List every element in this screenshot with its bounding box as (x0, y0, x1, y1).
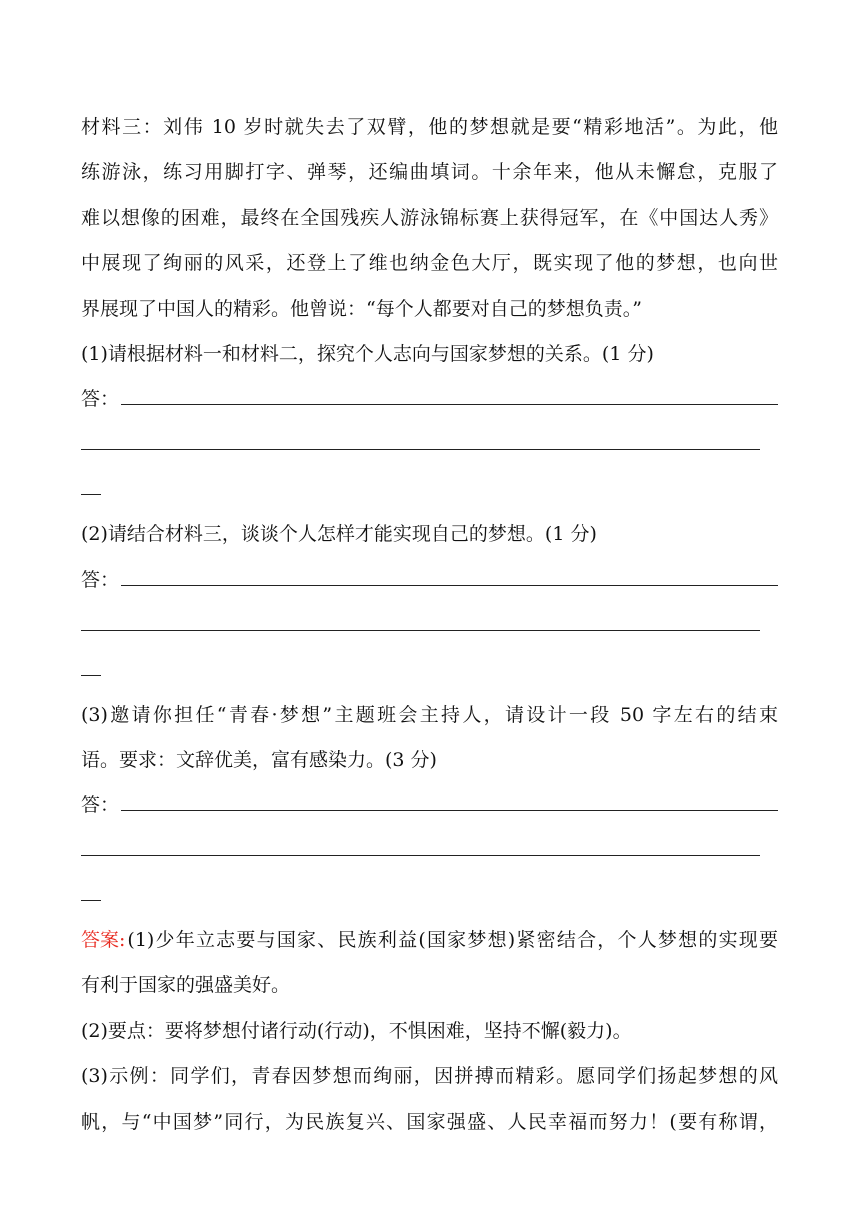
answer-line-1c (81, 494, 101, 495)
answer-3-line-1: (3)示例：同学们，青春因梦想而绚丽，因拼搏而精彩。愿同学们扬起梦想的风 (81, 1065, 778, 1087)
answer-1-line-2: 有利于国家的强盛美好。 (81, 974, 291, 996)
answer-1-line-1 (81, 925, 778, 952)
answer-2: (2)要点：要将梦想付诸行动(行动)，不惧困难，坚持不懈(毅力)。 (81, 1020, 632, 1042)
material3-line-5: 界展现了中国人的精彩。他曾说：“每个人都要对自己的梦想负责。” (81, 298, 642, 320)
answer-1-text: (1)少年立志要与国家、民族利益(国家梦想)紧密结合，个人梦想的实现要 (127, 929, 778, 951)
question-1: (1)请根据材料一和材料二，探究个人志向与国家梦想的关系。(1 分) (81, 343, 654, 365)
material3-line-2: 练游泳，练习用脚打字、弹琴，还编曲填词。十余年来，他从未懈怠，克服了 (81, 161, 778, 183)
answer-key-label: 答案: (81, 929, 126, 951)
answer-label-3: 答： (81, 794, 120, 816)
answer-line-3b[interactable] (81, 855, 760, 856)
answer-3-line-2: 帆，与“中国梦”同行，为民族复兴、国家强盛、人民幸福而努力！(要有称谓， (81, 1111, 778, 1133)
answer-line-2c (81, 675, 101, 676)
answer-line-1a[interactable] (121, 404, 778, 405)
answer-line-2b[interactable] (81, 630, 760, 631)
answer-label-1: 答： (81, 388, 120, 410)
answer-line-1b[interactable] (81, 449, 760, 450)
material3-line-4: 中展现了绚丽的风采，还登上了维也纳金色大厅，既实现了他的梦想，也向世 (81, 252, 778, 274)
answer-label-2: 答： (81, 569, 120, 591)
question-3-line-2: 语。要求：文辞优美，富有感染力。(3 分) (81, 749, 437, 771)
material3-line-3: 难以想像的困难，最终在全国残疾人游泳锦标赛上获得冠军，在《中国达人秀》 (81, 207, 778, 229)
answer-line-3c (81, 900, 101, 901)
answer-line-3a[interactable] (121, 810, 778, 811)
question-3-line-1: (3)邀请你担任“青春·梦想”主题班会主持人，请设计一段 50 字左右的结束 (81, 704, 778, 726)
answer-line-2a[interactable] (121, 585, 778, 586)
question-2: (2)请结合材料三，谈谈个人怎样才能实现自己的梦想。(1 分) (81, 523, 597, 545)
material3-line-1: 材料三：刘伟 10 岁时就失去了双臂，他的梦想就是要“精彩地活”。为此，他 (81, 116, 778, 138)
